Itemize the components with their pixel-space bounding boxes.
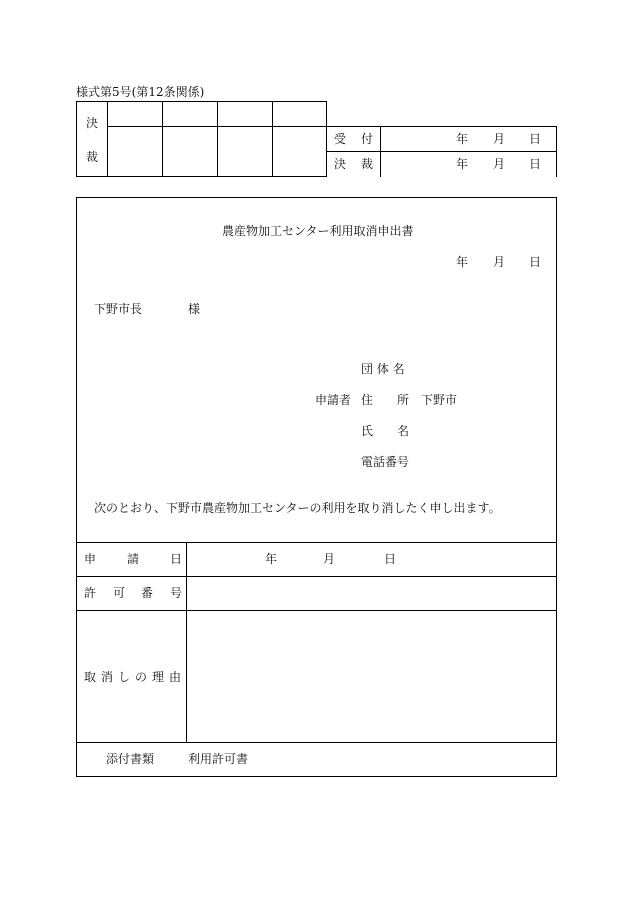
- approved-day: 日: [529, 157, 542, 171]
- received-day: 日: [529, 132, 542, 146]
- permit-label-2: 可: [113, 586, 126, 600]
- approval-label-top: 決: [86, 116, 99, 130]
- org-name-label: 団 体 名: [361, 362, 405, 376]
- approval-label-bottom: 裁: [86, 150, 99, 164]
- approved-month: 月: [493, 157, 506, 171]
- apply-year: 年: [265, 552, 278, 566]
- name-label-2: 名: [397, 424, 410, 438]
- statement-text: 次のとおり、下野市農産物加工センターの利用を取り消したく申し出ます。: [94, 501, 501, 515]
- address-label-2: 所: [397, 393, 410, 407]
- approved-label-1: 決: [334, 157, 347, 171]
- honorific: 様: [188, 302, 201, 316]
- document-title: 農産物加工センター利用取消申出書: [222, 224, 414, 238]
- reason-label-3: し: [118, 670, 131, 684]
- received-label-1: 受: [334, 132, 347, 146]
- apply-date-label-3: 日: [170, 552, 183, 566]
- addressee: 下野市長: [94, 302, 143, 316]
- document-date-year: 年: [456, 255, 469, 269]
- approved-year: 年: [456, 157, 469, 171]
- form-number: 様式第5号(第12条関係): [76, 85, 205, 99]
- attachment-label: 添付書類: [106, 752, 155, 766]
- reason-label-6: 由: [169, 670, 182, 684]
- permit-label-3: 番: [141, 586, 154, 600]
- permit-label-4: 号: [170, 586, 183, 600]
- apply-month: 月: [323, 552, 336, 566]
- address-label-1: 住: [361, 393, 374, 407]
- document-date-month: 月: [493, 255, 506, 269]
- apply-date-label-2: 請: [127, 552, 140, 566]
- apply-date-label-1: 申: [84, 552, 97, 566]
- received-label-2: 付: [361, 132, 374, 146]
- reason-label-2: 消: [101, 670, 114, 684]
- received-month: 月: [493, 132, 506, 146]
- name-label-1: 氏: [361, 424, 374, 438]
- reason-label-1: 取: [84, 670, 97, 684]
- document-date-day: 日: [529, 255, 542, 269]
- applicant-label: 申請者: [315, 393, 352, 407]
- attachment-value: 利用許可書: [188, 752, 249, 766]
- phone-label: 電話番号: [361, 455, 410, 469]
- reason-label-5: 理: [152, 670, 165, 684]
- permit-label-1: 許: [84, 586, 97, 600]
- address-value: 下野市: [421, 393, 458, 407]
- reason-label-4: の: [135, 670, 148, 684]
- received-year: 年: [456, 132, 469, 146]
- apply-day: 日: [384, 552, 397, 566]
- approved-label-2: 裁: [361, 157, 374, 171]
